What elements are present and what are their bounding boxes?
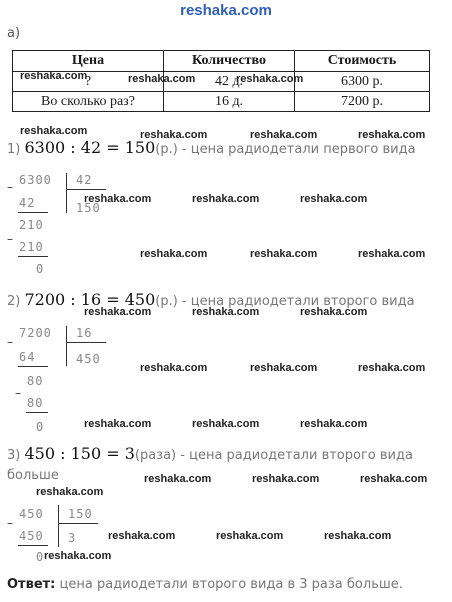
watermark: reshaka.com <box>324 530 392 542</box>
watermark: reshaka.com <box>216 530 284 542</box>
divisor: 16 <box>76 326 93 340</box>
cell-cost-1: 6300 р. <box>295 72 430 92</box>
watermark: reshaka.com <box>128 73 196 85</box>
cell-quantity-2: 16 д. <box>164 92 295 112</box>
watermark: reshaka.com <box>84 418 152 430</box>
cell-cost-2: 7200 р. <box>295 92 430 112</box>
step-description: - цена радиодетали второго вида <box>177 294 415 309</box>
solution-step-3 <box>7 444 413 463</box>
watermark: reshaka.com <box>360 473 428 485</box>
cell-price-1: ? <box>13 72 164 92</box>
remainder-line: 0 <box>36 420 45 434</box>
dividend: 6300 <box>19 173 52 187</box>
watermark: reshaka.com <box>108 530 176 542</box>
watermark: reshaka.com <box>236 73 304 85</box>
watermark: reshaka.com <box>300 418 368 430</box>
step-unit: (р.) <box>155 142 178 157</box>
divisor: 150 <box>68 507 93 521</box>
watermark: reshaka.com <box>300 306 368 318</box>
remainder-line: 0 <box>36 262 45 276</box>
watermark: reshaka.com <box>140 129 208 141</box>
step-expression: 450 : 150 = 3 <box>24 444 135 463</box>
site-title[interactable]: reshaka.com <box>180 2 272 19</box>
divisor: 42 <box>76 173 93 187</box>
watermark: reshaka.com <box>250 362 318 374</box>
watermark: reshaka.com <box>358 129 426 141</box>
watermark: reshaka.com <box>144 473 212 485</box>
watermark: reshaka.com <box>192 306 260 318</box>
quotient: 150 <box>76 201 101 215</box>
part-label: а) <box>7 26 21 41</box>
minus-sign: – <box>7 232 13 246</box>
header-price: Цена <box>13 51 164 72</box>
watermark: reshaka.com <box>192 193 260 205</box>
step-unit: (р.) <box>155 294 178 309</box>
dividend: 7200 <box>19 326 52 340</box>
watermark: reshaka.com <box>140 248 208 260</box>
quotient: 3 <box>68 531 77 545</box>
watermark: reshaka.com <box>358 248 426 260</box>
minus-sign: – <box>7 516 13 530</box>
step-number: 3) <box>7 448 21 463</box>
cell-quantity-1: 42 д. <box>164 72 295 92</box>
subtract-line: 210 <box>19 240 44 254</box>
answer-line <box>7 577 403 592</box>
subtract-line: 450 <box>19 529 44 543</box>
step-expression: 6300 : 42 = 150 <box>24 138 156 157</box>
watermark: reshaka.com <box>20 70 88 82</box>
subtract-line: 42 <box>19 196 36 210</box>
step-expression: 7200 : 16 = 450 <box>24 290 156 309</box>
watermark: reshaka.com <box>44 550 112 562</box>
step-number: 1) <box>7 142 21 157</box>
watermark: reshaka.com <box>140 362 208 374</box>
watermark: reshaka.com <box>84 193 152 205</box>
quotient: 450 <box>76 352 101 366</box>
dividend: 450 <box>19 507 44 521</box>
table-row <box>13 92 430 112</box>
watermark: reshaka.com <box>192 418 260 430</box>
solution-step-3-continued: больше <box>7 468 59 483</box>
header-cost: Стоимость <box>295 51 430 72</box>
watermark: reshaka.com <box>250 248 318 260</box>
watermark: reshaka.com <box>84 306 152 318</box>
subtract-line: 64 <box>19 350 36 364</box>
watermark: reshaka.com <box>250 129 318 141</box>
cell-price-2: Во сколько раз? <box>13 92 164 112</box>
step-unit: (раза) <box>134 448 177 463</box>
step-number: 2) <box>7 294 21 309</box>
watermark: reshaka.com <box>20 125 88 137</box>
remainder-line: 210 <box>19 218 44 232</box>
remainder-line: 80 <box>27 374 44 388</box>
watermark: reshaka.com <box>300 193 368 205</box>
minus-sign: – <box>7 335 13 349</box>
minus-sign: – <box>7 180 13 194</box>
minus-sign: – <box>15 386 21 400</box>
table-header-row <box>13 51 430 72</box>
watermark: reshaka.com <box>36 486 104 498</box>
answer-text: цена радиодетали второго вида в 3 раза больше. <box>55 577 403 592</box>
step-description: - цена радиодетали первого вида <box>177 142 416 157</box>
subtract-line: 80 <box>27 396 44 410</box>
step-description: - цена радиодетали второго вида <box>176 448 413 463</box>
watermark: reshaka.com <box>252 473 320 485</box>
remainder-line: 0 <box>36 550 45 564</box>
watermark: reshaka.com <box>358 362 426 374</box>
solution-step-2 <box>7 290 415 309</box>
header-quantity: Количество <box>164 51 295 72</box>
answer-label: Ответ: <box>7 577 56 592</box>
solution-step-1 <box>7 138 416 157</box>
